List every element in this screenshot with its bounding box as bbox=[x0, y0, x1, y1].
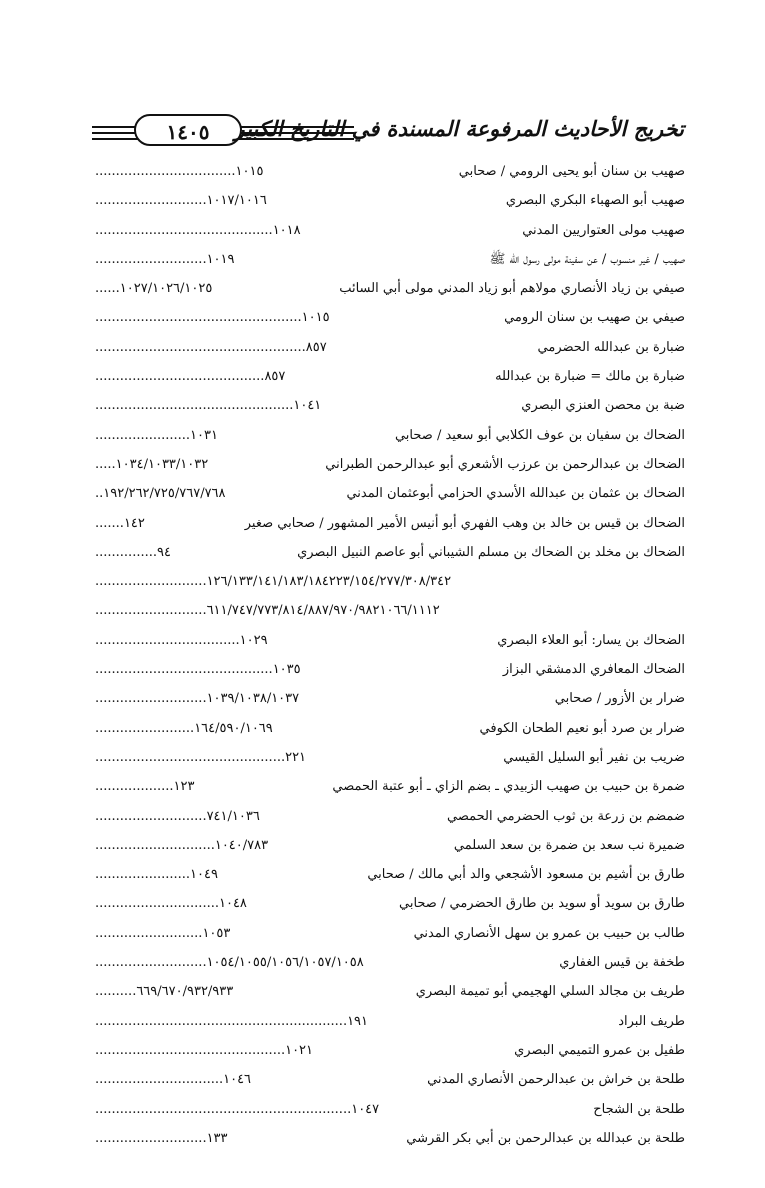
entry-name: ضميرة نب سعد بن ضمرة بن سعد السلمي bbox=[453, 837, 685, 853]
book-title: تخريج الأحاديث المرفوعة المسندة في التاريخ الكبير bbox=[234, 116, 684, 141]
entry-name: صيفي بن صهيب بن سنان الرومي bbox=[504, 310, 685, 326]
index-entry bbox=[95, 889, 685, 918]
entry-pages: .....١٠٣٤/١٠٣٣/١٠٣٢ bbox=[95, 456, 209, 472]
index-entry bbox=[95, 743, 685, 772]
page-number-badge: ١٤٠٥ bbox=[134, 114, 242, 146]
entry-name: الضحاك المعافري الدمشقي البزاز bbox=[502, 662, 685, 678]
entry-pages: ..............................................١٠٢١ bbox=[95, 1042, 314, 1058]
index-list bbox=[95, 157, 685, 1153]
entry-pages: ...........................١٢٦/١٣٣/١٤١/١٨٣/١٨٤٢٢٣/١٥٤/٢٧٧/٣٠٨/٣٤٢ bbox=[95, 574, 452, 590]
index-entry bbox=[95, 919, 685, 948]
entry-pages: ...........................٦١١/٧٤٧/٧٧٣/٨١٤/٨٨٧/٩٧٠/٩٨٢١٠٦٦/١١١٢ bbox=[95, 603, 440, 619]
index-entry bbox=[95, 831, 685, 860]
entry-pages: ...........................١٠١٧/١٠١٦ bbox=[95, 193, 267, 209]
entry-pages: ...............٩٤ bbox=[95, 544, 171, 560]
entry-name: طلحة بن عبدالله بن عبدالرحمن بن أبي بكر القرشي bbox=[406, 1130, 685, 1146]
entry-name: طارق بن أشيم بن مسعود الأشجعي والد أبي مالك / صحابي bbox=[367, 867, 685, 883]
entry-pages: .......١٤٢ bbox=[95, 515, 145, 531]
entry-pages: ...........................................١٠٣٥ bbox=[95, 662, 301, 678]
index-entry bbox=[95, 450, 685, 479]
index-entry bbox=[95, 684, 685, 713]
entry-pages: ...............................١٠٤٦ bbox=[95, 1072, 252, 1088]
entry-pages: .......................١٠٣١ bbox=[95, 427, 218, 443]
index-entry bbox=[95, 714, 685, 743]
index-entry bbox=[95, 274, 685, 303]
entry-pages: ................................................١٠٤١ bbox=[95, 398, 322, 414]
index-entry bbox=[95, 772, 685, 801]
entry-name: ضرار بن صرد أبو نعيم الطحان الكوفي bbox=[479, 720, 685, 736]
index-entry bbox=[95, 1065, 685, 1094]
entry-name: ضريب بن نفير أبو السليل القيسي bbox=[503, 749, 685, 765]
index-entry bbox=[95, 186, 685, 215]
index-entry bbox=[95, 245, 685, 274]
entry-name: طلحة بن الشجاح bbox=[593, 1101, 685, 1117]
index-entry bbox=[95, 802, 685, 831]
index-entry bbox=[95, 303, 685, 332]
entry-name: الضحاك بن عبدالرحمن بن عرزب الأشعري أبو عبدالرحمن الطبراني bbox=[325, 456, 685, 472]
entry-pages: ...................................١٠٢٩ bbox=[95, 632, 268, 648]
entry-pages: ..١٩٢/٢٦٢/٧٢٥/٧٦٧/٧٦٨ bbox=[95, 486, 226, 502]
entry-name: الضحاك بن سفيان بن عوف الكلابي أبو سعيد / صحابي bbox=[394, 427, 685, 443]
entry-name: صهيب / غير منسوب / عن سفينة مولى رسول الله ﷺ bbox=[489, 251, 685, 267]
index-entry bbox=[95, 538, 685, 567]
index-entry bbox=[95, 655, 685, 684]
entry-pages: ..................................١٠١٥ bbox=[95, 164, 264, 179]
entry-pages: ...........................١٣٣ bbox=[95, 1130, 228, 1146]
entry-name: ضمرة بن حبيب بن صهيب الزبيدي ـ بضم الزاي ـ أبو عتبة الحمصي bbox=[332, 779, 685, 795]
entry-name: صيفي بن زياد الأنصاري مولاهم أبو زياد المدني مولى أبي السائب bbox=[339, 281, 685, 297]
index-entry-continuation bbox=[95, 596, 685, 625]
entry-name: ضمضم بن زرعة بن ثوب الحضرمي الحمصي bbox=[447, 808, 685, 824]
entry-name: طخفة بن قيس الغفاري bbox=[559, 955, 685, 971]
entry-pages: ...........................................١٠١٨ bbox=[95, 222, 301, 238]
entry-name: طفيل بن عمرو التميمي البصري bbox=[514, 1042, 685, 1058]
entry-name: طالب بن حبيب بن عمرو بن سهل الأنصاري المدني bbox=[413, 925, 685, 941]
entry-name: طريف البراد bbox=[618, 1013, 685, 1029]
entry-pages: ...........................١٠١٩ bbox=[95, 251, 235, 267]
entry-pages: ......١٠٢٧/١٠٢٦/١٠٢٥ bbox=[95, 281, 213, 297]
index-entry bbox=[95, 1036, 685, 1065]
index-entry-continuation bbox=[95, 567, 685, 596]
index-entry bbox=[95, 216, 685, 245]
entry-name: الضحاك بن عثمان بن عبدالله الأسدي الحزامي أبوعثمان المدني bbox=[346, 486, 685, 502]
entry-pages: ..........٦٦٩/٦٧٠/٩٣٢/٩٣٣ bbox=[95, 984, 234, 1000]
entry-name: الضحاك بن قيس بن خالد بن وهب الفهري أبو أنيس الأمير المشهور / صحابي صغير bbox=[244, 515, 685, 531]
index-entry bbox=[95, 1124, 685, 1153]
index-entry bbox=[95, 391, 685, 420]
index-entry bbox=[95, 157, 685, 186]
entry-name: طارق بن سويد أو سويد بن طارق الحضرمي / صحابي bbox=[399, 896, 685, 912]
entry-pages: .............................١٠٤٠/٧٨٣ bbox=[95, 837, 269, 853]
entry-name: ضبارة بن عبدالله الحضرمي bbox=[537, 339, 685, 355]
entry-name: صهيب مولى العتواريين المدني bbox=[522, 222, 685, 238]
index-entry bbox=[95, 509, 685, 538]
entry-pages: .......................١٠٤٩ bbox=[95, 867, 218, 883]
index-entry bbox=[95, 1007, 685, 1036]
entry-name: ضبارة بن مالك = ضبارة بن عبدالله bbox=[495, 369, 685, 385]
entry-pages: ...........................١٠٣٩/١٠٣٨/١٠٣٧ bbox=[95, 691, 300, 707]
entry-pages: ..............................١٠٤٨ bbox=[95, 896, 247, 912]
index-entry bbox=[95, 479, 685, 508]
entry-name: صهيب أبو الصهباء البكري البصري bbox=[505, 193, 685, 209]
index-entry bbox=[95, 626, 685, 655]
index-entry bbox=[95, 977, 685, 1006]
entry-name: الضحاك بن مخلد بن الضحاك بن مسلم الشيباني أبو عاصم النبيل البصري bbox=[297, 544, 685, 560]
entry-name: طلحة بن خراش بن عبدالرحمن الأنصاري المدني bbox=[427, 1072, 685, 1088]
entry-pages: .........................................٨٥٧ bbox=[95, 369, 286, 385]
page-header bbox=[92, 112, 684, 152]
entry-pages: ........................١٦٤/٥٩٠/١٠٦٩ bbox=[95, 720, 273, 736]
entry-pages: ..............................................................١٠٤٧ bbox=[95, 1101, 380, 1117]
index-entry bbox=[95, 948, 685, 977]
entry-name: ضرار بن الأزور / صحابي bbox=[554, 691, 685, 707]
entry-pages: ...................................................٨٥٧ bbox=[95, 339, 327, 355]
index-entry bbox=[95, 1095, 685, 1124]
entry-name: صهيب بن سنان أبو يحيى الرومي / صحابي bbox=[458, 164, 685, 179]
index-entry bbox=[95, 421, 685, 450]
entry-pages: ...................١٢٣ bbox=[95, 779, 195, 795]
entry-pages: ..................................................١٠١٥ bbox=[95, 310, 330, 326]
entry-pages: ...........................٧٤١/١٠٣٦ bbox=[95, 808, 260, 824]
entry-name: طريف بن مجالد السلي الهجيمي أبو تميمة البصري bbox=[415, 984, 685, 1000]
index-entry bbox=[95, 860, 685, 889]
index-entry bbox=[95, 333, 685, 362]
entry-pages: ..............................................٢٢١ bbox=[95, 749, 307, 765]
entry-pages: ...........................١٠٥٤/١٠٥٥/١٠٥٦/١٠٥٧/١٠٥٨ bbox=[95, 955, 364, 971]
entry-pages: .............................................................١٩١ bbox=[95, 1013, 369, 1029]
entry-pages: ..........................١٠٥٣ bbox=[95, 925, 231, 941]
index-entry bbox=[95, 362, 685, 391]
entry-name: ضبة بن محصن العنزي البصري bbox=[521, 398, 685, 414]
entry-name: الضحاك بن يسار: أبو العلاء البصري bbox=[497, 632, 685, 648]
